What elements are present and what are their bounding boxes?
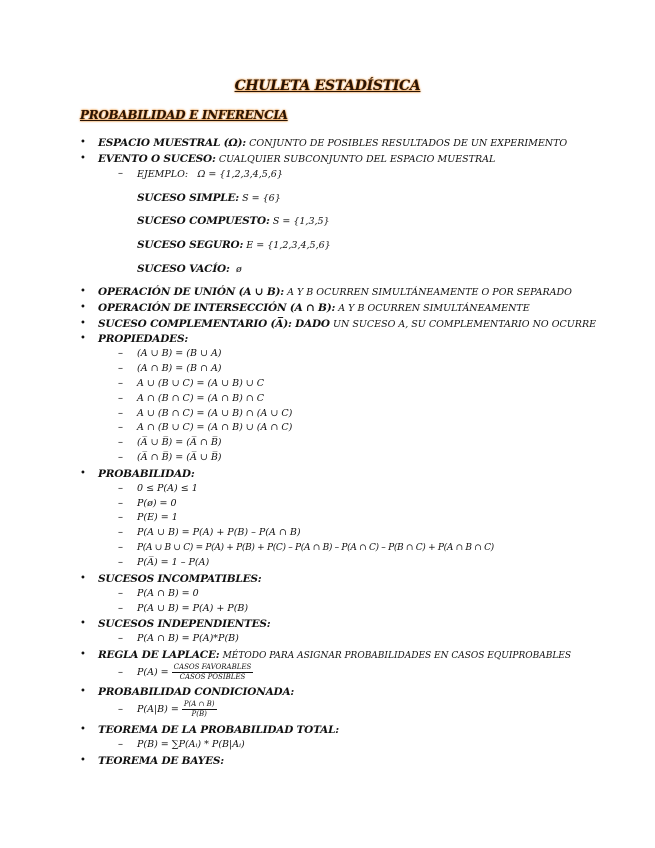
incompatibles-item: P(A ∪ B) = P(A) + P(B) xyxy=(137,603,249,614)
bullet: • xyxy=(80,724,86,735)
independientes-item: P(A ∩ B) = P(A)*P(B) xyxy=(137,633,239,644)
suceso-compuesto: SUCESO COMPUESTO: S = {1,3,5} xyxy=(137,215,330,227)
espacio-muestral-item: ESPACIO MUESTRAL (Ω): CONJUNTO DE POSIBLES RESULTADOS DE UN EXPERIMENTO xyxy=(98,137,568,149)
propiedades-heading: PROPIEDADES: xyxy=(98,333,188,345)
bullet: • xyxy=(80,153,86,164)
independientes-heading: SUCESOS INDEPENDIENTES: xyxy=(98,618,271,630)
dash: – xyxy=(118,437,123,448)
dash: – xyxy=(118,452,123,463)
probabilidad-item: P(A̅) = 1 – P(A) xyxy=(137,557,210,568)
propiedad-item: A ∪ (B ∪ C) = (A ∪ B) ∪ C xyxy=(137,378,265,389)
probabilidad-item: P(A ∪ B ∪ C) = P(A) + P(B) + P(C) – P(A ∩ B) – P(A ∩ C) – P(B ∩ C) + P(A ∩ B ∩ C) xyxy=(137,543,494,553)
probabilidad-item: P(E) = 1 xyxy=(137,512,178,523)
probabilidad-heading: PROBABILIDAD: xyxy=(98,468,195,480)
interseccion-item: OPERACIÓN DE INTERSECCIÓN (A ∩ B): A Y B OCURREN SIMULTÁNEAMENTE xyxy=(98,302,530,314)
dash: – xyxy=(118,527,123,538)
propiedad-item: A ∩ (B ∪ C) = (A ∩ B) ∪ (A ∩ C) xyxy=(137,422,293,433)
suceso-seguro: SUCESO SEGURO: E = {1,2,3,4,5,6} xyxy=(137,239,331,251)
bayes-heading: TEOREMA DE BAYES: xyxy=(98,755,224,767)
dash: – xyxy=(118,498,123,509)
dash: – xyxy=(118,588,123,599)
dash: – xyxy=(118,168,123,179)
dash: – xyxy=(118,704,123,715)
condicionada-formula: P(A|B) = $\frac{P(A \cap B)}{P(B)}$ xyxy=(137,700,215,718)
bullet: • xyxy=(80,302,86,313)
dash: – xyxy=(118,667,123,678)
dash: – xyxy=(118,512,123,523)
bullet: • xyxy=(80,618,86,629)
union-item: OPERACIÓN DE UNIÓN (A ∪ B): A Y B OCURREN SIMULTÁNEAMENTE O POR SEPARADO xyxy=(98,286,572,298)
bullet: • xyxy=(80,137,86,148)
total-heading: TEOREMA DE LA PROBABILIDAD TOTAL: xyxy=(98,724,339,736)
propiedad-item: A ∩ (B ∩ C) = (A ∩ B) ∩ C xyxy=(137,393,265,404)
dash: – xyxy=(118,633,123,644)
incompatibles-heading: SUCESOS INCOMPATIBLES: xyxy=(98,573,262,585)
evento-item: EVENTO O SUCESO: CUALQUIER SUBCONJUNTO DEL ESPACIO MUESTRAL xyxy=(98,153,496,165)
dash: – xyxy=(118,393,123,404)
bullet: • xyxy=(80,686,86,697)
bullet: • xyxy=(80,649,86,660)
propiedad-item: (A ∩ B) = (B ∩ A) xyxy=(137,363,222,374)
dash: – xyxy=(118,348,123,359)
probabilidad-item: P(ø) = 0 xyxy=(137,498,177,509)
total-formula: P(B) = ∑P(Aᵢ) * P(B|Aᵢ) xyxy=(137,739,245,750)
dash: – xyxy=(118,557,123,568)
propiedad-item: (A̅ ∪ B̅) = (A̅ ∩ B̅) xyxy=(137,437,222,448)
dash: – xyxy=(118,739,123,750)
laplace-formula: P(A) = $\frac{\text{CASOS FAVORABLES}}{\text{CASOS POSIBLES}}$ xyxy=(137,663,252,681)
bullet: • xyxy=(80,318,86,329)
dash: – xyxy=(118,542,123,553)
propiedad-item: A ∪ (B ∩ C) = (A ∪ B) ∩ (A ∪ C) xyxy=(137,408,293,419)
document-title: CHULETA ESTADÍSTICA xyxy=(234,78,421,94)
propiedad-item: (A ∪ B) = (B ∪ A) xyxy=(137,348,222,359)
probabilidad-item: 0 ≤ P(A) ≤ 1 xyxy=(137,483,198,494)
bullet: • xyxy=(80,468,86,479)
laplace-item: REGLA DE LAPLACE: MÉTODO PARA ASIGNAR PROBABILIDADES EN CASOS EQUIPROBABLES xyxy=(98,649,572,661)
dash: – xyxy=(118,422,123,433)
ejemplo-item: EJEMPLO: Ω = {1,2,3,4,5,6} xyxy=(137,169,283,180)
bullet: • xyxy=(80,286,86,297)
bullet: • xyxy=(80,333,86,344)
suceso-vacio: SUCESO VACÍO: ø xyxy=(137,263,242,275)
bullet: • xyxy=(80,573,86,584)
bullet: • xyxy=(80,755,86,766)
dash: – xyxy=(118,483,123,494)
probabilidad-item: P(A ∪ B) = P(A) + P(B) – P(A ∩ B) xyxy=(137,527,301,538)
dash: – xyxy=(118,378,123,389)
section-heading: PROBABILIDAD E INFERENCIA xyxy=(80,108,288,122)
dash: – xyxy=(118,603,123,614)
dash: – xyxy=(118,408,123,419)
condicionada-heading: PROBABILIDAD CONDICIONADA: xyxy=(98,686,295,698)
propiedad-item: (A̅ ∩ B̅) = (A̅ ∪ B̅) xyxy=(137,452,222,463)
suceso-simple: SUCESO SIMPLE: S = {6} xyxy=(137,192,281,204)
dash: – xyxy=(118,363,123,374)
incompatibles-item: P(A ∩ B) = 0 xyxy=(137,588,199,599)
complementario-item: SUCESO COMPLEMENTARIO (A̅): DADO UN SUCESO A, SU COMPLEMENTARIO NO OCURRE xyxy=(98,318,597,330)
